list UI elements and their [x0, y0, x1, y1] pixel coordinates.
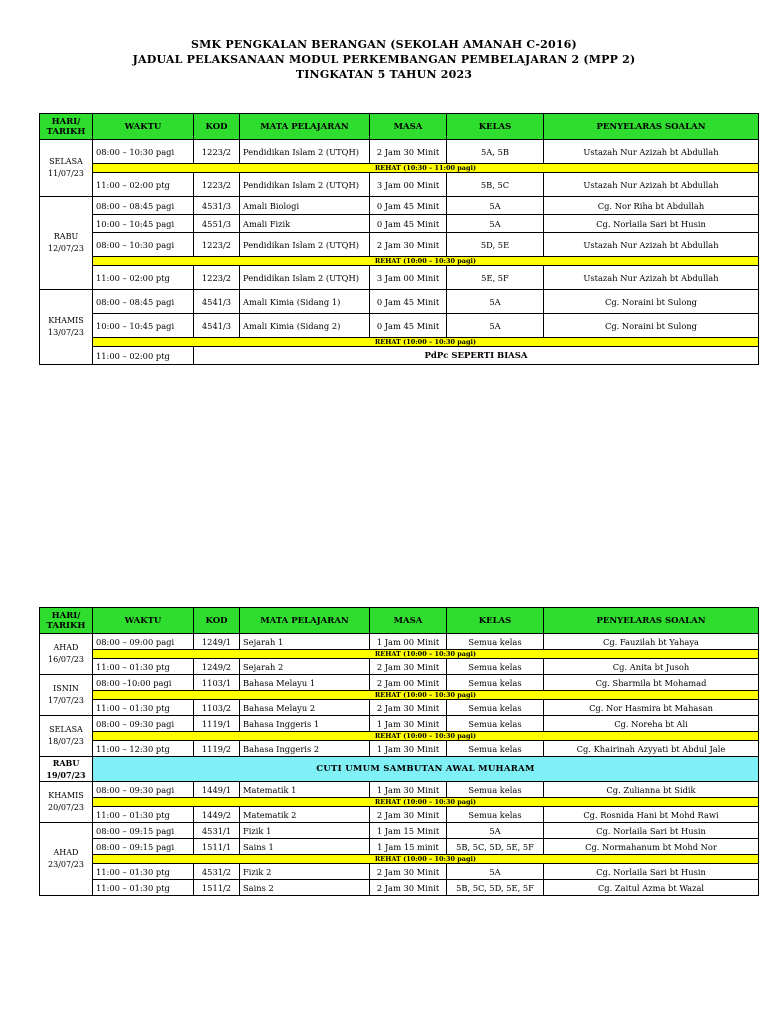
- penyelaras-cell: Cg. Nor Riha bt Abdullah: [544, 197, 759, 215]
- waktu-cell: 11:00 – 01:30 ptg: [93, 807, 194, 823]
- col-header-hari-tarikh: HARI/ TARIKH: [40, 608, 93, 634]
- kod-cell: 1249/1: [194, 634, 240, 650]
- table-row: [40, 782, 759, 798]
- waktu-cell: 11:00 – 01:30 ptg: [93, 700, 194, 716]
- table-row: [40, 675, 759, 691]
- doc-title-school: SMK PENGKALAN BERANGAN (SEKOLAH AMANAH C-2016): [191, 38, 577, 51]
- penyelaras-cell: Ustazah Nur Azizah bt Abdullah: [544, 233, 759, 257]
- rehat-label: REHAT (10:00 – 10:30 pagi): [93, 691, 759, 700]
- waktu-cell: 08:00 – 08:45 pagi: [93, 290, 194, 314]
- penyelaras-cell: Cg. Norlaila Sari bt Husin: [544, 823, 759, 839]
- penyelaras-cell: Cg. Normahanum bt Mohd Nor: [544, 839, 759, 855]
- table-row: [40, 634, 759, 650]
- table-row: [40, 314, 759, 338]
- col-header-masa: MASA: [370, 114, 447, 140]
- rehat-label: REHAT (10:00 – 10:30 pagi): [93, 257, 759, 266]
- masa-cell: 3 Jam 00 Minit: [370, 173, 447, 197]
- kelas-cell: Semua kelas: [447, 741, 544, 757]
- mata-pelajaran-cell: Pendidikan Islam 2 (UTQH): [240, 140, 370, 164]
- waktu-cell: 11:00 – 01:30 ptg: [93, 880, 194, 896]
- kelas-cell: 5B, 5C, 5D, 5E, 5F: [447, 880, 544, 896]
- pdpc-label: PdPc SEPERTI BIASA: [194, 347, 759, 365]
- masa-cell: 1 Jam 15 Minit: [370, 823, 447, 839]
- mata-pelajaran-cell: Bahasa Melayu 2: [240, 700, 370, 716]
- penyelaras-cell: Ustazah Nur Azizah bt Abdullah: [544, 173, 759, 197]
- kod-cell: 1511/2: [194, 880, 240, 896]
- table-row: [40, 266, 759, 290]
- kelas-cell: Semua kelas: [447, 807, 544, 823]
- kod-cell: 1223/2: [194, 266, 240, 290]
- waktu-cell: 11:00 – 01:30 ptg: [93, 864, 194, 880]
- rehat-label: REHAT (10:00 – 10:30 pagi): [93, 798, 759, 807]
- waktu-cell: 11:00 – 01:30 ptg: [93, 659, 194, 675]
- table-row: [40, 716, 759, 732]
- kod-cell: 4531/1: [194, 823, 240, 839]
- holiday-label: CUTI UMUM SAMBUTAN AWAL MUHARAM: [93, 757, 759, 782]
- kod-cell: 1119/2: [194, 741, 240, 757]
- col-header-penyelaras-soalan: PENYELARAS SOALAN: [544, 114, 759, 140]
- masa-cell: 3 Jam 00 Minit: [370, 266, 447, 290]
- penyelaras-cell: Cg. Nor Hasmira bt Mahasan: [544, 700, 759, 716]
- masa-cell: 1 Jam 30 Minit: [370, 741, 447, 757]
- table-row: [40, 215, 759, 233]
- mata-pelajaran-cell: Bahasa Inggeris 2: [240, 741, 370, 757]
- masa-cell: 2 Jam 30 Minit: [370, 807, 447, 823]
- penyelaras-cell: Cg. Anita bt Jusoh: [544, 659, 759, 675]
- kod-cell: 1223/2: [194, 140, 240, 164]
- kod-cell: 1249/2: [194, 659, 240, 675]
- masa-cell: 1 Jam 30 Minit: [370, 782, 447, 798]
- col-header-hari-tarikh: HARI/ TARIKH: [40, 114, 93, 140]
- penyelaras-cell: Ustazah Nur Azizah bt Abdullah: [544, 266, 759, 290]
- penyelaras-cell: Ustazah Nur Azizah bt Abdullah: [544, 140, 759, 164]
- kelas-cell: 5A: [447, 290, 544, 314]
- day-date-cell: KHAMIS 13/07/23: [40, 290, 93, 365]
- waktu-cell: 08:00 – 10:30 pagi: [93, 140, 194, 164]
- kelas-cell: 5D, 5E: [447, 233, 544, 257]
- kod-cell: 1103/1: [194, 675, 240, 691]
- penyelaras-cell: Cg. Norlaila Sari bt Husin: [544, 215, 759, 233]
- col-header-kod: KOD: [194, 114, 240, 140]
- rehat-label: REHAT (10:00 – 10:30 pagi): [93, 855, 759, 864]
- kod-cell: 1223/2: [194, 233, 240, 257]
- waktu-cell: 11:00 – 02:00 ptg: [93, 266, 194, 290]
- rehat-label: REHAT (10:00 – 10:30 pagi): [93, 338, 759, 347]
- table-row: [40, 823, 759, 839]
- masa-cell: 2 Jam 30 Minit: [370, 659, 447, 675]
- masa-cell: 2 Jam 30 Minit: [370, 880, 447, 896]
- penyelaras-cell: Cg. Zaitul Azma bt Wazal: [544, 880, 759, 896]
- waktu-cell: 08:00 – 09:15 pagi: [93, 839, 194, 855]
- day-date-cell: AHAD 23/07/23: [40, 823, 93, 896]
- rehat-row: [40, 164, 759, 173]
- schedule-table-week2: [39, 607, 759, 896]
- waktu-cell: 08:00 – 10:30 pagi: [93, 233, 194, 257]
- masa-cell: 1 Jam 15 minit: [370, 839, 447, 855]
- waktu-cell: 11:00 – 02:00 ptg: [93, 173, 194, 197]
- kod-cell: 4531/2: [194, 864, 240, 880]
- kelas-cell: Semua kelas: [447, 634, 544, 650]
- rehat-row: [40, 855, 759, 864]
- kod-cell: 4541/3: [194, 314, 240, 338]
- header-row: [40, 114, 759, 140]
- rehat-row: [40, 732, 759, 741]
- kelas-cell: Semua kelas: [447, 700, 544, 716]
- waktu-cell: 10:00 – 10:45 pagi: [93, 215, 194, 233]
- kelas-cell: 5A: [447, 215, 544, 233]
- mata-pelajaran-cell: Sejarah 2: [240, 659, 370, 675]
- rehat-row: [40, 691, 759, 700]
- masa-cell: 2 Jam 30 Minit: [370, 864, 447, 880]
- col-header-waktu: WAKTU: [93, 114, 194, 140]
- penyelaras-cell: Cg. Sharmila bt Mohamad: [544, 675, 759, 691]
- col-header-mata-pelajaran: MATA PELAJARAN: [240, 608, 370, 634]
- mata-pelajaran-cell: Amali Fizik: [240, 215, 370, 233]
- penyelaras-cell: Cg. Noraini bt Sulong: [544, 290, 759, 314]
- mata-pelajaran-cell: Amali Biologi: [240, 197, 370, 215]
- waktu-cell: 08:00 – 09:00 pagi: [93, 634, 194, 650]
- table-row: [40, 807, 759, 823]
- penyelaras-cell: Cg. Rosnida Hani bt Mohd Rawi: [544, 807, 759, 823]
- kod-cell: 4541/3: [194, 290, 240, 314]
- masa-cell: 0 Jam 45 Minit: [370, 314, 447, 338]
- table-row: [40, 173, 759, 197]
- kelas-cell: 5A, 5B: [447, 140, 544, 164]
- masa-cell: 2 Jam 30 Minit: [370, 140, 447, 164]
- masa-cell: 2 Jam 30 Minit: [370, 700, 447, 716]
- kelas-cell: 5E, 5F: [447, 266, 544, 290]
- penyelaras-cell: Cg. Norlaila Sari bt Husin: [544, 864, 759, 880]
- kelas-cell: Semua kelas: [447, 716, 544, 732]
- masa-cell: 1 Jam 30 Minit: [370, 716, 447, 732]
- col-header-waktu: WAKTU: [93, 608, 194, 634]
- waktu-cell: 11:00 – 02:00 ptg: [93, 347, 194, 365]
- kod-cell: 1449/1: [194, 782, 240, 798]
- masa-cell: 2 Jam 00 Minit: [370, 675, 447, 691]
- mata-pelajaran-cell: Amali Kimia (Sidang 1): [240, 290, 370, 314]
- day-date-cell: SELASA 18/07/23: [40, 716, 93, 757]
- kod-cell: 1103/2: [194, 700, 240, 716]
- masa-cell: 0 Jam 45 Minit: [370, 290, 447, 314]
- table-row: [40, 839, 759, 855]
- mata-pelajaran-cell: Fizik 2: [240, 864, 370, 880]
- mata-pelajaran-cell: Bahasa Inggeris 1: [240, 716, 370, 732]
- masa-cell: 2 Jam 30 Minit: [370, 233, 447, 257]
- penyelaras-cell: Cg. Khairinah Azyyati bt Abdul Jale: [544, 741, 759, 757]
- day-date-cell: RABU 12/07/23: [40, 197, 93, 290]
- day-date-cell: ISNIN 17/07/23: [40, 675, 93, 716]
- rehat-row: [40, 798, 759, 807]
- mata-pelajaran-cell: Fizik 1: [240, 823, 370, 839]
- table-row: [40, 197, 759, 215]
- kelas-cell: 5A: [447, 197, 544, 215]
- kelas-cell: 5A: [447, 864, 544, 880]
- rehat-label: REHAT (10:00 – 10:30 pagi): [93, 650, 759, 659]
- table-row: [40, 233, 759, 257]
- mata-pelajaran-cell: Amali Kimia (Sidang 2): [240, 314, 370, 338]
- rehat-row: [40, 338, 759, 347]
- waktu-cell: 08:00 – 09:15 pagi: [93, 823, 194, 839]
- doc-title-form-year: TINGKATAN 5 TAHUN 2023: [295, 68, 473, 81]
- table-row: [40, 741, 759, 757]
- table-row: [40, 864, 759, 880]
- rehat-row: [40, 650, 759, 659]
- table-row: [40, 880, 759, 896]
- penyelaras-cell: Cg. Noraini bt Sulong: [544, 314, 759, 338]
- kelas-cell: 5B, 5C, 5D, 5E, 5F: [447, 839, 544, 855]
- kod-cell: 1449/2: [194, 807, 240, 823]
- kod-cell: 1119/1: [194, 716, 240, 732]
- col-header-masa: MASA: [370, 608, 447, 634]
- schedule-table-week1: [39, 113, 759, 365]
- waktu-cell: 08:00 – 08:45 pagi: [93, 197, 194, 215]
- waktu-cell: 08:00 – 09:30 pagi: [93, 716, 194, 732]
- day-date-cell: SELASA 11/07/23: [40, 140, 93, 197]
- kelas-cell: 5A: [447, 314, 544, 338]
- kod-cell: 4531/3: [194, 197, 240, 215]
- table-row: [40, 290, 759, 314]
- rehat-label: REHAT (10:30 – 11:00 pagi): [93, 164, 759, 173]
- waktu-cell: 10:00 – 10:45 pagi: [93, 314, 194, 338]
- mata-pelajaran-cell: Matematik 2: [240, 807, 370, 823]
- penyelaras-cell: Cg. Zulianna bt Sidik: [544, 782, 759, 798]
- kod-cell: 1511/1: [194, 839, 240, 855]
- kod-cell: 1223/2: [194, 173, 240, 197]
- kod-cell: 4551/3: [194, 215, 240, 233]
- mata-pelajaran-cell: Sains 1: [240, 839, 370, 855]
- mata-pelajaran-cell: Bahasa Melayu 1: [240, 675, 370, 691]
- mata-pelajaran-cell: Matematik 1: [240, 782, 370, 798]
- waktu-cell: 11:00 – 12:30 ptg: [93, 741, 194, 757]
- penyelaras-cell: Cg. Fauzilah bt Yahaya: [544, 634, 759, 650]
- table-row: [40, 140, 759, 164]
- mata-pelajaran-cell: Sains 2: [240, 880, 370, 896]
- mata-pelajaran-cell: Sejarah 1: [240, 634, 370, 650]
- kelas-cell: Semua kelas: [447, 675, 544, 691]
- waktu-cell: 08:00 –10:00 pagi: [93, 675, 194, 691]
- col-header-kelas: KELAS: [447, 608, 544, 634]
- masa-cell: 0 Jam 45 Minit: [370, 197, 447, 215]
- kelas-cell: Semua kelas: [447, 659, 544, 675]
- table-row: [40, 347, 759, 365]
- day-date-cell: AHAD 16/07/23: [40, 634, 93, 675]
- waktu-cell: 08:00 – 09:30 pagi: [93, 782, 194, 798]
- table-row: [40, 659, 759, 675]
- rehat-row: [40, 257, 759, 266]
- col-header-penyelaras-soalan: PENYELARAS SOALAN: [544, 608, 759, 634]
- table-row: [40, 700, 759, 716]
- header-row: [40, 608, 759, 634]
- col-header-kelas: KELAS: [447, 114, 544, 140]
- day-date-cell: RABU 19/07/23: [40, 757, 93, 782]
- day-date-cell: KHAMIS 20/07/23: [40, 782, 93, 823]
- kelas-cell: Semua kelas: [447, 782, 544, 798]
- col-header-mata-pelajaran: MATA PELAJARAN: [240, 114, 370, 140]
- mata-pelajaran-cell: Pendidikan Islam 2 (UTQH): [240, 173, 370, 197]
- mata-pelajaran-cell: Pendidikan Islam 2 (UTQH): [240, 233, 370, 257]
- mata-pelajaran-cell: Pendidikan Islam 2 (UTQH): [240, 266, 370, 290]
- kelas-cell: 5B, 5C: [447, 173, 544, 197]
- masa-cell: 0 Jam 45 Minit: [370, 215, 447, 233]
- col-header-kod: KOD: [194, 608, 240, 634]
- rehat-label: REHAT (10:00 – 10:30 pagi): [93, 732, 759, 741]
- penyelaras-cell: Cg. Noreha bt Ali: [544, 716, 759, 732]
- holiday-row: [40, 757, 759, 782]
- doc-title-schedule: JADUAL PELAKSANAAN MODUL PERKEMBANGAN PEMBELAJARAN 2 (MPP 2): [132, 53, 636, 66]
- masa-cell: 1 Jam 00 Minit: [370, 634, 447, 650]
- kelas-cell: 5A: [447, 823, 544, 839]
